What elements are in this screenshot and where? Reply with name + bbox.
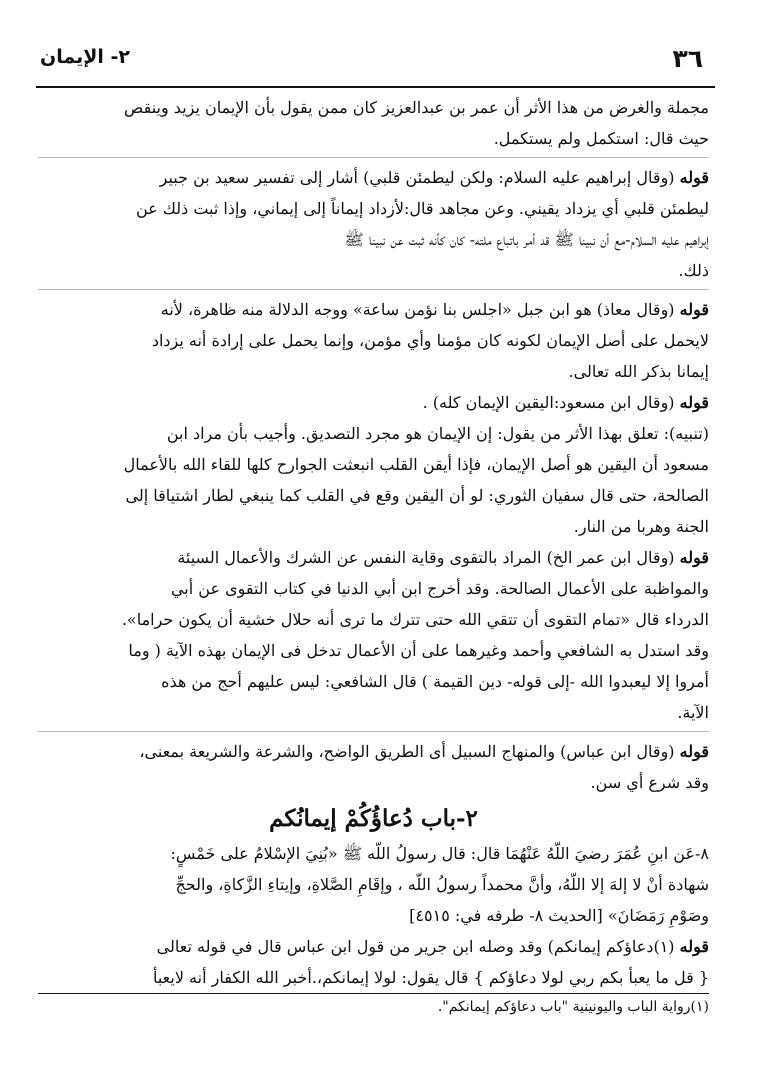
lead-word: قوله	[679, 937, 709, 956]
text-line	[38, 736, 709, 767]
paragraph-divider	[38, 157, 709, 158]
text-line	[38, 542, 709, 573]
text-line: إيمانا بذكر الله تعالى.	[568, 362, 709, 381]
text-line: ليطمئن قلبي أي يزداد يقيني. وعن مجاهد قال:لأزداد إيماناً إلى إيماني، وإذا ثبت ذلك عن	[135, 199, 709, 218]
lead-word: قوله	[679, 548, 709, 567]
text-line: والمواظبة على الأعمال الصالحة. وقد أخرج ابن أبي الدنيا في كتاب التقوى عن أبي	[170, 579, 709, 598]
footnote: (١)رواية الباب واليونينية "باب دعاؤكم إيمانكم".	[437, 999, 709, 1015]
hadith-line: شهادة أنْ لا إلهَ إلا اللّهُ، وأنَّ محمداً رسولُ اللّه ، وإقَامِ الصَّلاةِ، وإيتاءِ الزَّكاةِ، والحجِّ	[175, 875, 709, 894]
lead-word: قوله	[679, 393, 709, 412]
text-line: { قل ما يعبأ بكم ربي لولا دعاؤكم } قال يقول: لولا إيمانكم،.أخبر الله الكفار أنه لايعبأ	[38, 962, 709, 994]
page-number: ٣٦	[672, 44, 703, 73]
page-body	[38, 92, 709, 1020]
text-line	[38, 294, 709, 325]
paragraph-divider	[38, 289, 709, 290]
line-text: (وقال معاذ) هو ابن جبل «اجلس بنا نؤمن ساعة» ووجه الدلالة منه ظاهرة، لأنه	[160, 300, 675, 319]
text-line: مجملة والغرض من هذا الأثر أن عمر بن عبدالعزيز كان ممن يقول بأن الإيمان يزيد وينقص	[124, 98, 709, 117]
paragraph-divider	[38, 731, 709, 732]
line-text: (وقال ابن عمر الخ) المراد بالتقوى وقاية النفس عن الشرك والأعمال السيئة	[177, 548, 675, 567]
text-line: حيث قال: استكمل ولم يستكمل.	[493, 129, 709, 148]
line-text: (١)دعاؤكم إيمانكم) وقد وصله ابن جرير من قول ابن عباس قال في قوله تعالى	[156, 937, 675, 956]
text-line	[38, 162, 709, 193]
hadith-line: ٨-عَن ابنِ عُمَرَ رضيَ اللّهُ عَنْهُمَا قال: قال رسولُ اللّه ﷺ «بُنِيَ الإسْلامُ على خَمْسٍ:	[170, 844, 709, 863]
lead-word: قوله	[679, 168, 709, 187]
text-line	[38, 387, 709, 418]
text-line: إبراهيم عليه السلام-مع أن نبينا ﷺ قد أمر باتباع ملته- كان كأنه ثبت عن نبينا ﷺ	[344, 230, 709, 249]
header-rule	[36, 86, 715, 88]
text-line: الدرداء قال «تمام التقوى أن تتقي الله حتى تترك ما ترى أنه حلال خشية أن يكون حراما».	[121, 610, 709, 629]
lead-word: قوله	[679, 300, 709, 319]
page-header	[40, 44, 703, 84]
line-text: (وقال إبراهيم عليه السلام: ولكن ليطمئن قلبي) أشار إلى تفسير سعيد بن جبير	[159, 168, 675, 187]
text-line	[38, 931, 709, 962]
chapter-heading: ٢- الإيمان	[40, 46, 130, 68]
text-line: لايحمل على أصل الإيمان لكونه كان مؤمنا وأي مؤمن، وإنما يحمل على إرادة أنه يزداد	[151, 331, 709, 350]
text-line: الصالحة، حتى قال سفيان الثوري: لو أن اليقين وقع في القلب كما ينبغي لطار اشتياقا إلى	[125, 486, 709, 505]
text-line: وقد استدل به الشافعي وأحمد وغيرهما على أن الأعمال تدخل فى الإيمان بهذه الآية ( وما	[128, 641, 709, 660]
hadith-line: وصَوْمِ رَمَضَانَ» [الحديث ٨- طرفه في: ٤٥١٥]	[409, 906, 709, 925]
line-text: (وقال ابن مسعود:اليقين الإيمان كله) .	[422, 393, 675, 412]
line-text: (وقال ابن عباس) والمنهاج السبيل أى الطريق الواضح، والشرعة والشريعة بمعنى،	[139, 742, 675, 761]
text-line: مسعود أن اليقين هو أصل الإيمان، فإذا أيقن القلب انبعثت الجوارح كلها للقاء الله بالأعمال	[123, 455, 709, 474]
text-line: الآية.	[677, 703, 709, 722]
text-line: الجنة وهربا من النار.	[573, 517, 709, 536]
text-line: وقد شرع أي سن.	[590, 773, 709, 792]
text-line: (تنبيه): تعلق بهذا الأثر من يقول: إن الإيمان هو مجرد التصديق. وأجيب بأن مراد ابن	[166, 424, 709, 443]
lead-word: قوله	[679, 742, 709, 761]
text-line: أمروا إلا ليعبدوا الله -إلى قوله- دين القيمة ) قال الشافعي: ليس عليهم أحج من هذه	[161, 672, 709, 691]
chapter-title: ٢-باب دُعاؤُكُمْ إيمانُكم	[269, 805, 478, 832]
text-line: ذلك.	[678, 261, 709, 280]
